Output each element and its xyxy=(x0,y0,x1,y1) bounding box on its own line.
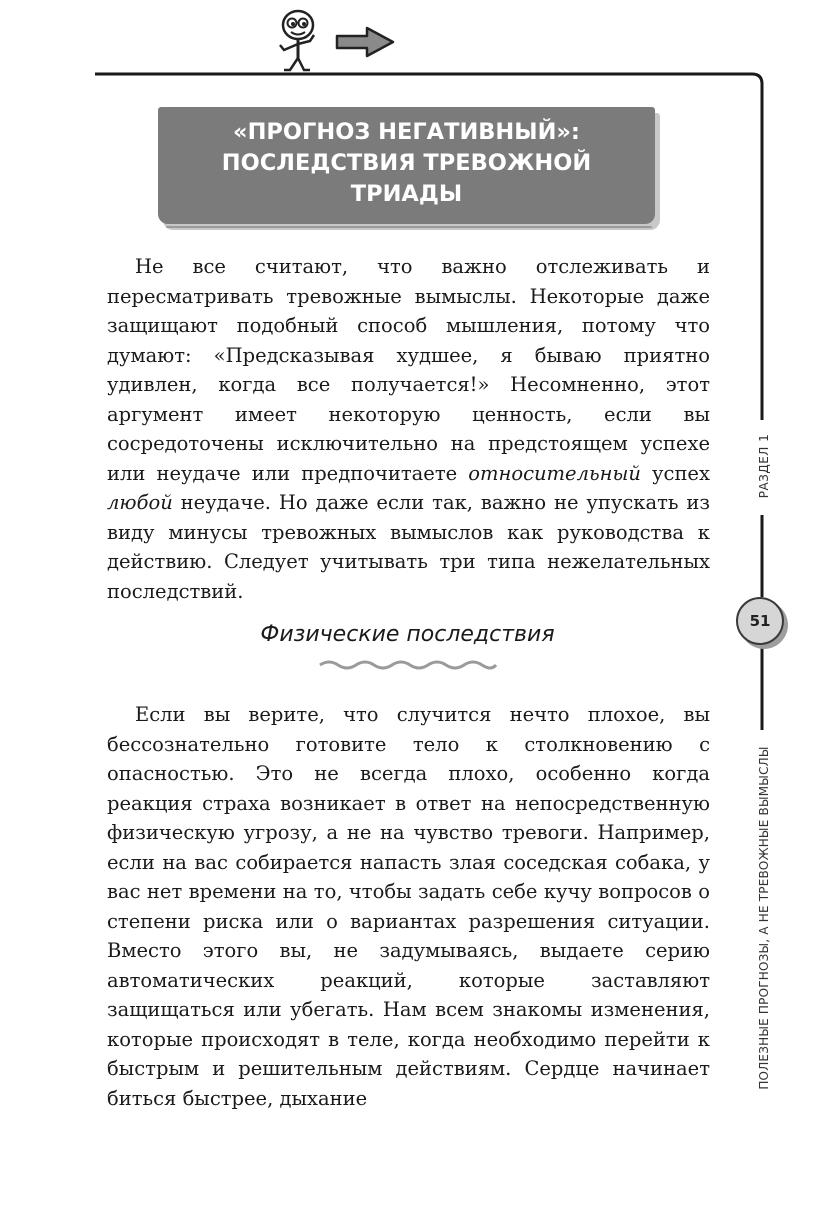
paragraph-1-italic-a: относительный xyxy=(468,461,641,485)
book-title-text: ПОЛЕЗНЫЕ ПРОГНОЗЫ, А НЕ ТРЕВОЖНЫЕ ВЫМЫСЛЫ xyxy=(757,745,771,1090)
paragraph-1-italic-b: любой xyxy=(107,491,173,514)
paragraph-1-text-b: успех xyxy=(640,461,710,485)
page-number-badge xyxy=(736,597,784,645)
section-title-box xyxy=(158,107,655,224)
section-title-line-3: ТРИАДЫ xyxy=(350,181,463,207)
subheading: Физические последствия xyxy=(260,622,555,647)
wave-divider-icon xyxy=(318,658,498,672)
body-paragraph-2: Если вы верите, что случится нечто плохое, вы бессознательно готовите тело к столкновению с опасностью. Это не всегда плохо, особенно когда реакция страха возникает в ответ на непосредственную физическую угрозу, а не на чувство тревоги. Например, если на вас собирается напасть злая соседская собака, у вас нет времени на то, чтобы задать себе кучу вопросов о степени риска или о вариантах разрешения ситуации. Вместо этого вы, не задумываясь, выдаете серию автоматических реакций, которые заставляют защищаться или убегать. Нам всем знакомы изменения, которые происходят в теле, когда необходимо перейти к быстрым и решительным действиям. Сердце начинает биться быстрее, дыхание xyxy=(107,703,710,1110)
section-label xyxy=(754,420,774,512)
paragraph-1-text-c: неудаче. Но даже если так, важно не упускать из виду минусы тревожных вымыслов как руководства к действию. Следует учитывать три типа нежелательных последствий. xyxy=(107,491,710,603)
stick-figure-mascot-icon xyxy=(268,8,328,74)
paragraph-1-text-a: Не все считают, что важно отслеживать и пересматривать тревожные вымыслы. Некоторые даже защищают подобный способ мышления, потому что думают: «Предсказывая худшее, я бываю приятно удивлен, когда все получается!» Несомненно, этот аргумент имеет некоторую ценность, если вы сосредоточены исключительно на предстоящем успехе или неудаче или предпочитаете xyxy=(107,255,710,485)
section-label-text: РАЗДЕЛ 1 xyxy=(757,433,771,499)
body-paragraph-1 xyxy=(107,252,710,606)
arrow-right-icon xyxy=(333,25,397,59)
section-title-line-2: ПОСЛЕДСТВИЯ ТРЕВОЖНОЙ xyxy=(221,150,592,176)
title-underline xyxy=(166,226,652,228)
page-number: 51 xyxy=(749,612,771,630)
section-title-line-1: «ПРОГНОЗ НЕГАТИВНЫЙ»: xyxy=(233,119,580,145)
book-title-running-head xyxy=(754,730,774,1105)
